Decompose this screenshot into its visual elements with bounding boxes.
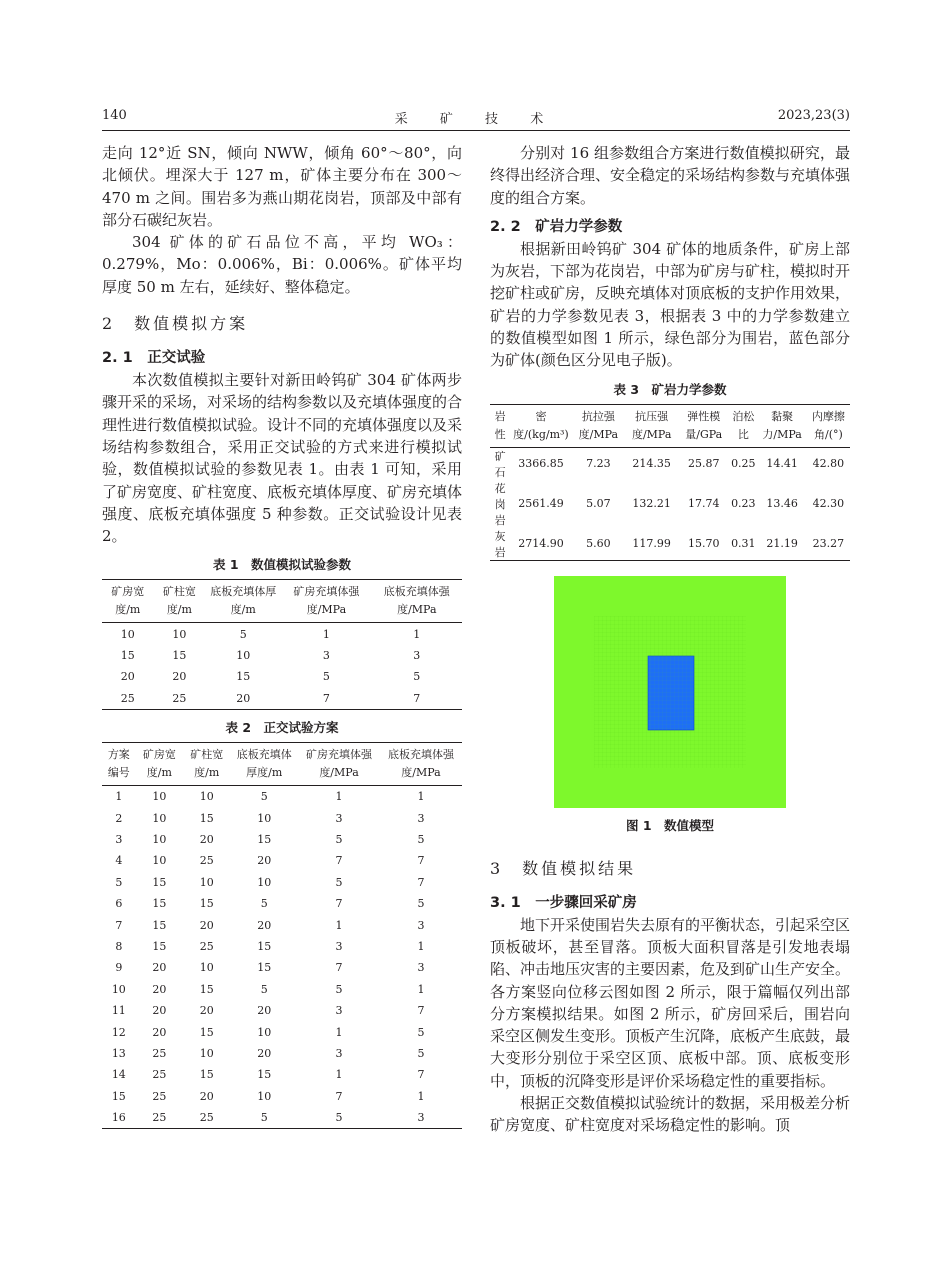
table-cell: 15 <box>111 1089 126 1103</box>
table-header: 底板充填体厚度/m <box>205 580 281 623</box>
table-row <box>102 1043 462 1064</box>
table-cell: 20 <box>120 670 135 684</box>
table-cell: 21.19 <box>757 528 806 561</box>
table-header: 弹性模量/GPa <box>678 404 729 447</box>
table-cell: 花岗岩 <box>494 481 506 527</box>
section-heading: 2 数值模拟方案 <box>102 314 249 334</box>
table-cell: 13 <box>111 1046 126 1060</box>
table-cell: 7 <box>335 1089 343 1103</box>
table-cell: 3 <box>115 832 123 846</box>
table-cell: 10 <box>257 811 272 825</box>
table-cell: 10 <box>236 649 251 663</box>
table-cell: 25 <box>154 688 206 710</box>
table-cell: 25 <box>199 854 214 868</box>
paragraph: 本次数值模拟主要针对新田岭钨矿 304 矿体两步骤开采的采场，对采场的结构参数以及充填体强度的合理性进行数值模拟试验。设计不同的充填体强度以及采场结构参数组合，采用正交试验的方式来进行模拟试验，数值模拟试验的参数见表 1。由表 1 可知，采用了矿房宽度、矿柱宽度、底板充填体厚度、矿房充填体强度、底板充填体强度 5 种参数。正交试验设计见表 2。 <box>102 371 463 546</box>
table-cell: 10 <box>152 790 167 804</box>
paragraph: 304 矿体的矿石品位不高，平均 WO₃：0.279%，Mo：0.006%，Bi：0.006%。矿体平均厚度 50 m 左右，延续好、整体稳定。 <box>102 233 462 296</box>
table-cell: 42.30 <box>812 497 845 511</box>
table-cell: 15 <box>172 649 187 663</box>
table-cell: 7 <box>335 897 343 911</box>
table-header: 矿柱宽度/m <box>154 580 206 623</box>
table-cell: 7 <box>417 875 425 889</box>
table-header: 底板充填体强度/MPa <box>380 743 462 786</box>
table-cell: 5 <box>335 875 343 889</box>
table-row <box>102 645 462 666</box>
table-row <box>102 872 462 893</box>
table-cell: 15 <box>257 961 272 975</box>
table-cell: 3 <box>380 1107 462 1129</box>
table-cell: 4 <box>115 854 123 868</box>
table-header: 密度/(kg/m³) <box>510 404 572 447</box>
table-cell: 2561.49 <box>518 497 564 511</box>
table-cell: 15 <box>120 649 135 663</box>
table-cell: 1 <box>417 982 425 996</box>
table-header: 泊松比 <box>729 404 757 447</box>
table-cell: 0.23 <box>731 497 756 511</box>
subsection-heading: 2. 2 矿岩力学参数 <box>490 218 623 235</box>
table-cell: 1 <box>335 1068 343 1082</box>
right-column <box>490 142 850 1137</box>
table-cell: 5 <box>417 897 425 911</box>
table-cell: 214.35 <box>632 457 671 471</box>
table-cell: 25.87 <box>688 457 720 471</box>
table-cell: 3 <box>322 649 330 663</box>
table-cell: 13.46 <box>766 497 798 511</box>
table-cell: 10 <box>199 790 214 804</box>
table-row <box>102 1064 462 1085</box>
table-cell: 5 <box>413 670 421 684</box>
table-cell: 5 <box>335 832 343 846</box>
table-cell: 3 <box>417 918 425 932</box>
table-cell: 7 <box>417 854 425 868</box>
table-row <box>102 1000 462 1021</box>
table-cell: 23.27 <box>807 528 850 561</box>
table-cell: 15 <box>199 1068 214 1082</box>
table-cell: 20 <box>257 1046 272 1060</box>
table-row <box>102 979 462 1000</box>
table-row <box>102 957 462 978</box>
table-cell: 15 <box>257 832 272 846</box>
table-cell: 5 <box>298 1107 380 1129</box>
table-row <box>102 666 462 687</box>
subsection-heading: 2. 1 正交试验 <box>102 350 206 367</box>
table-header: 矿房宽度/m <box>136 743 183 786</box>
table-header: 底板充填体强度/MPa <box>372 580 462 623</box>
table-row <box>490 480 850 528</box>
table-header: 抗压强度/MPa <box>625 404 678 447</box>
table-cell: 2 <box>115 811 123 825</box>
table-cell: 3 <box>335 939 343 953</box>
table-row <box>102 893 462 914</box>
left-column <box>102 142 462 1129</box>
table-cell: 3 <box>417 961 425 975</box>
table-cell: 20 <box>257 918 272 932</box>
table-cell: 5 <box>322 670 330 684</box>
table-cell: 5 <box>115 875 123 889</box>
model-mesh <box>554 576 786 808</box>
table-row <box>102 1107 462 1129</box>
table-cell: 5 <box>417 1025 425 1039</box>
table-cell: 10 <box>257 875 272 889</box>
table-cell: 20 <box>152 1025 167 1039</box>
table-cell: 1 <box>417 939 425 953</box>
table-cell: 0.25 <box>731 457 756 471</box>
table-cell: 5 <box>335 982 343 996</box>
table-header: 黏聚力/MPa <box>757 404 806 447</box>
table-cell: 20 <box>257 854 272 868</box>
table-header: 方案编号 <box>102 743 136 786</box>
table-cell: 20 <box>199 918 214 932</box>
table-cell: 7.23 <box>586 457 611 471</box>
table-cell: 20 <box>199 1089 214 1103</box>
paragraph: 根据正交数值模拟试验统计的数据，采用极差分析矿房宽度、矿柱宽度对采场稳定性的影响。顶 <box>490 1094 851 1135</box>
table-cell: 20 <box>199 832 214 846</box>
table-row <box>102 623 462 645</box>
table-cell: 1 <box>335 918 343 932</box>
table-header: 内摩擦角/(°) <box>807 404 850 447</box>
table-cell: 15 <box>152 875 167 889</box>
table-cell: 15 <box>199 982 214 996</box>
paragraph: 地下开采使围岩失去原有的平衡状态，引起采空区顶板破坏，甚至冒落。顶板大面积冒落是引发地表塌陷、冲击地压灾害的主要因素，危及到矿山生产安全。各方案竖向位移云图如图 2 所示，限于篇幅仅列出部分方案模拟结果。如图 2 所示，矿房回采后，围岩向采空区侧发生变形。顶板产生沉降，底板产生底鼓，最大变形分别位于采空区顶、底板中部。顶、底板变形中，顶板的沉降变形是评价采场稳定性的重要指标。 <box>490 915 851 1090</box>
section-heading: 3 数值模拟结果 <box>490 858 637 878</box>
table-cell: 25 <box>183 1107 230 1129</box>
table-cell: 25 <box>152 1046 167 1060</box>
page-header <box>102 108 850 131</box>
table-cell: 3 <box>335 1046 343 1060</box>
table-cell: 灰岩 <box>490 528 510 561</box>
table-cell: 25 <box>152 1089 167 1103</box>
table1 <box>102 579 462 710</box>
table-cell: 20 <box>152 1004 167 1018</box>
table-row <box>102 1085 462 1106</box>
table-cell: 10 <box>120 627 135 641</box>
table-cell: 16 <box>102 1107 136 1129</box>
table-row <box>102 829 462 850</box>
table-cell: 1 <box>413 627 421 641</box>
table-cell: 12 <box>111 1025 126 1039</box>
table-cell: 1 <box>115 790 123 804</box>
page-number: 140 <box>102 108 127 123</box>
table-cell: 1 <box>417 1089 425 1103</box>
table-row <box>102 936 462 957</box>
table-cell: 7 <box>417 1068 425 1082</box>
table-cell: 5 <box>260 982 268 996</box>
table-cell: 15.70 <box>678 528 729 561</box>
table-cell: 10 <box>152 854 167 868</box>
table-cell: 7 <box>335 854 343 868</box>
table1-caption: 表 1 数值模拟试验参数 <box>212 557 352 573</box>
table-cell: 15 <box>152 939 167 953</box>
table-cell: 25 <box>136 1107 183 1129</box>
table-cell: 7 <box>372 688 462 710</box>
table-cell: 7 <box>417 1004 425 1018</box>
table-cell: 5 <box>260 897 268 911</box>
table-cell: 8 <box>115 939 123 953</box>
table-cell: 3 <box>335 1004 343 1018</box>
table-cell: 7 <box>281 688 371 710</box>
table-cell: 20 <box>152 961 167 975</box>
table-cell: 20 <box>152 982 167 996</box>
table-row <box>102 688 462 710</box>
paragraph: 走向 12°近 SN，倾向 NWW，倾角 60°～80°，向北倾伏。埋深大于 127 m，矿体主要分布在 300～470 m 之间。围岩多为燕山期花岗岩，顶部及中部有部分石碳纪灰岩。 <box>102 144 462 229</box>
table3 <box>490 404 850 561</box>
table-header: 岩性 <box>490 404 510 447</box>
table-row <box>490 528 850 561</box>
table-cell: 132.21 <box>632 497 671 511</box>
table-row <box>102 1021 462 1042</box>
table-cell: 5 <box>417 832 425 846</box>
table-cell: 117.99 <box>625 528 678 561</box>
table-cell: 1 <box>335 790 343 804</box>
table-cell: 10 <box>199 875 214 889</box>
table-cell: 3366.85 <box>518 457 564 471</box>
table-cell: 14 <box>111 1068 126 1082</box>
table-header: 抗拉强度/MPa <box>572 404 625 447</box>
paragraph: 根据新田岭钨矿 304 矿体的地质条件，矿房上部为灰岩，下部为花岗岩，中部为矿房与矿柱，模拟时开挖矿柱或矿房，反映充填体对顶底板的支护作用效果，矿岩的力学参数见表 3，根据表 3 中的力学参数建立的数值模型如图 1 所示，绿色部分为围岩，蓝色部分为矿体(颜色区分见电子版)。 <box>490 239 851 370</box>
table-cell: 5.60 <box>572 528 625 561</box>
table-header: 矿房宽度/m <box>102 580 154 623</box>
table-cell: 25 <box>102 688 154 710</box>
numerical-model-figure <box>554 576 786 808</box>
table-cell: 15 <box>257 1068 272 1082</box>
table-cell: 11 <box>111 1004 126 1018</box>
issue-info: 2023,23(3) <box>777 108 850 123</box>
table-cell: 3 <box>335 811 343 825</box>
table3-caption: 表 3 矿岩力学参数 <box>613 381 727 397</box>
table-cell: 9 <box>115 961 123 975</box>
table-row <box>490 447 850 480</box>
table-cell: 25 <box>152 1068 167 1082</box>
table-cell: 15 <box>257 939 272 953</box>
subsection-heading: 3. 1 一步骤回采矿房 <box>490 894 637 911</box>
table-cell: 3 <box>413 649 421 663</box>
table-row <box>102 850 462 871</box>
table-row <box>102 914 462 935</box>
table-cell: 3 <box>417 811 425 825</box>
table-cell: 10 <box>199 961 214 975</box>
paragraph: 分别对 16 组参数组合方案进行数值模拟研究，最终得出经济合理、安全稳定的采场结构参数与充填体强度的组合方案。 <box>490 144 851 207</box>
table-row <box>102 807 462 828</box>
table-cell: 15 <box>152 897 167 911</box>
table-cell: 15 <box>236 670 251 684</box>
table-cell: 14.41 <box>766 457 798 471</box>
figure1-caption: 图 1 数值模型 <box>625 817 715 833</box>
table-cell: 5 <box>417 1046 425 1060</box>
journal-title: 采 矿 技 术 <box>394 112 558 127</box>
table-cell: 0.31 <box>729 528 757 561</box>
table-cell: 6 <box>115 897 123 911</box>
table-cell: 5 <box>230 1107 298 1129</box>
table-cell: 10 <box>257 1025 272 1039</box>
table-cell: 5 <box>239 627 247 641</box>
table2-caption: 表 2 正交试验方案 <box>225 720 339 736</box>
table-cell: 10 <box>172 627 187 641</box>
table-cell: 20 <box>199 1004 214 1018</box>
table-cell: 7 <box>335 961 343 975</box>
table-cell: 2714.90 <box>510 528 572 561</box>
table-cell: 10 <box>152 811 167 825</box>
table-row <box>102 786 462 808</box>
table-header: 矿房充填体强度/MPa <box>298 743 380 786</box>
table-cell: 25 <box>199 939 214 953</box>
table-cell: 5 <box>260 790 268 804</box>
table-cell: 10 <box>152 832 167 846</box>
table2 <box>102 742 462 1129</box>
table-cell: 15 <box>152 918 167 932</box>
table-cell: 15 <box>199 897 214 911</box>
table-cell: 10 <box>257 1089 272 1103</box>
table-cell: 15 <box>199 811 214 825</box>
table-cell: 7 <box>115 918 123 932</box>
table-cell: 1 <box>417 790 425 804</box>
table-cell: 10 <box>199 1046 214 1060</box>
table-cell: 17.74 <box>688 497 720 511</box>
table-header: 矿房充填体强度/MPa <box>281 580 371 623</box>
table-header: 底板充填体厚度/m <box>230 743 298 786</box>
table-cell: 20 <box>257 1004 272 1018</box>
table-cell: 20 <box>172 670 187 684</box>
table-header: 矿柱宽度/m <box>183 743 230 786</box>
table-cell: 10 <box>111 982 126 996</box>
table-cell: 42.80 <box>812 457 845 471</box>
table-cell: 15 <box>199 1025 214 1039</box>
table-cell: 5.07 <box>586 497 611 511</box>
table-cell: 矿石 <box>494 449 506 479</box>
table-cell: 1 <box>322 627 330 641</box>
table-cell: 1 <box>335 1025 343 1039</box>
table-cell: 20 <box>205 688 281 710</box>
